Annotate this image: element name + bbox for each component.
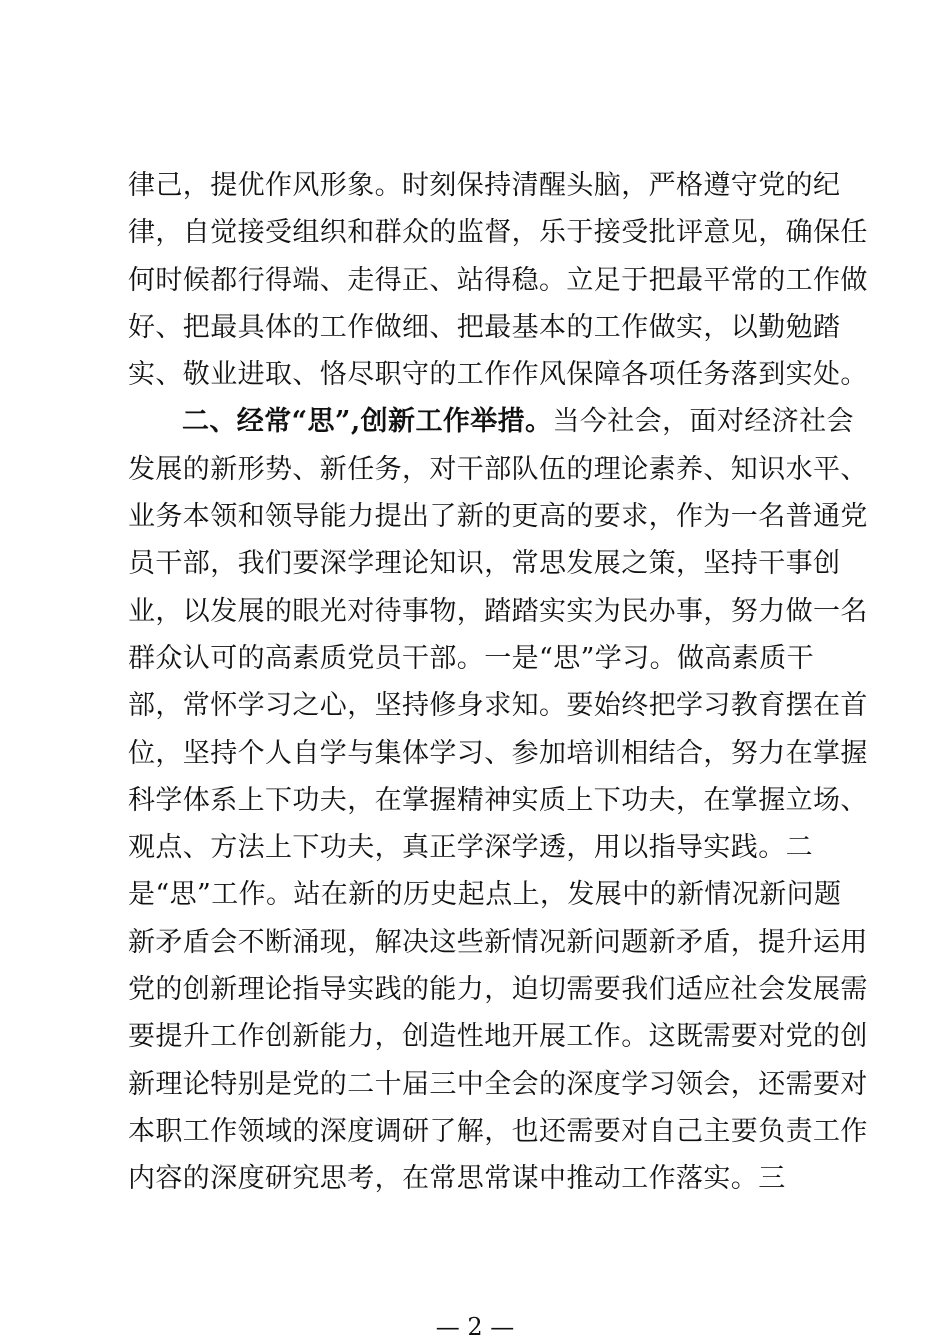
page-number: — 2 — [435,1313,515,1341]
text-line: 位，坚持个人自学与集体学习、参加培训相结合，努力在掌握 [128,737,868,769]
section-heading: 二、经常“思”,创新工作举措。 [182,406,553,438]
text-line: 员干部，我们要深学理论知识，常思发展之策，坚持干事创 [128,548,841,580]
text-line: 是“思”工作。站在新的历史起点上，发展中的新情况新问题 [128,879,842,911]
text-line: 科学体系上下功夫，在掌握精神实质上下功夫，在掌握立场、 [128,784,868,816]
text-line: 律，自觉接受组织和群众的监督，乐于接受批评意见，确保任 [128,217,868,249]
text-line: 业务本领和领导能力提出了新的更高的要求，作为一名普通党 [128,501,868,533]
text-line: 要提升工作创新能力，创造性地开展工作。这既需要对党的创 [128,1021,868,1053]
text-line: 部，常怀学习之心，坚持修身求知。要始终把学习教育摆在首 [128,690,868,722]
text-line: 实、敬业进取、恪尽职守的工作作风保障各项任务落到实处。 [128,359,868,391]
text-line: 观点、方法上下功夫，真正学深学透，用以指导实践。二 [128,832,813,864]
text-line: 发展的新形势、新任务，对干部队伍的理论素养、知识水平、 [128,453,868,485]
text-line: 业，以发展的眼光对待事物，踏踏实实为民办事，努力做一名 [128,595,868,627]
text-line: 内容的深度研究思考，在常思常谋中推动工作落实。三 [128,1163,786,1195]
section-heading-continuation: 当今社会，面对经济社会 [552,406,854,438]
text-line: 新矛盾会不断涌现，解决这些新情况新问题新矛盾，提升运用 [128,926,868,958]
text-line: 律己，提优作风形象。时刻保持清醒头脑，严格遵守党的纪 [128,170,841,201]
document-body [128,162,868,1203]
text-line: 本职工作领域的深度调研了解，也还需要对自己主要负责工作 [128,1115,868,1147]
section-heading-line [128,398,854,445]
text-line: 群众认可的高素质党员干部。一是“思”学习。做高素质干 [128,642,815,674]
text-line: 新理论特别是党的二十届三中全会的深度学习领会，还需要对 [128,1068,868,1100]
text-line: 何时候都行得端、走得正、站得稳。立足于把最平常的工作做 [128,264,868,296]
text-line: 党的创新理论指导实践的能力，迫切需要我们适应社会发展需 [128,974,868,1006]
text-line: 好、把最具体的工作做细、把最基本的工作做实，以勤勉踏 [128,311,841,343]
